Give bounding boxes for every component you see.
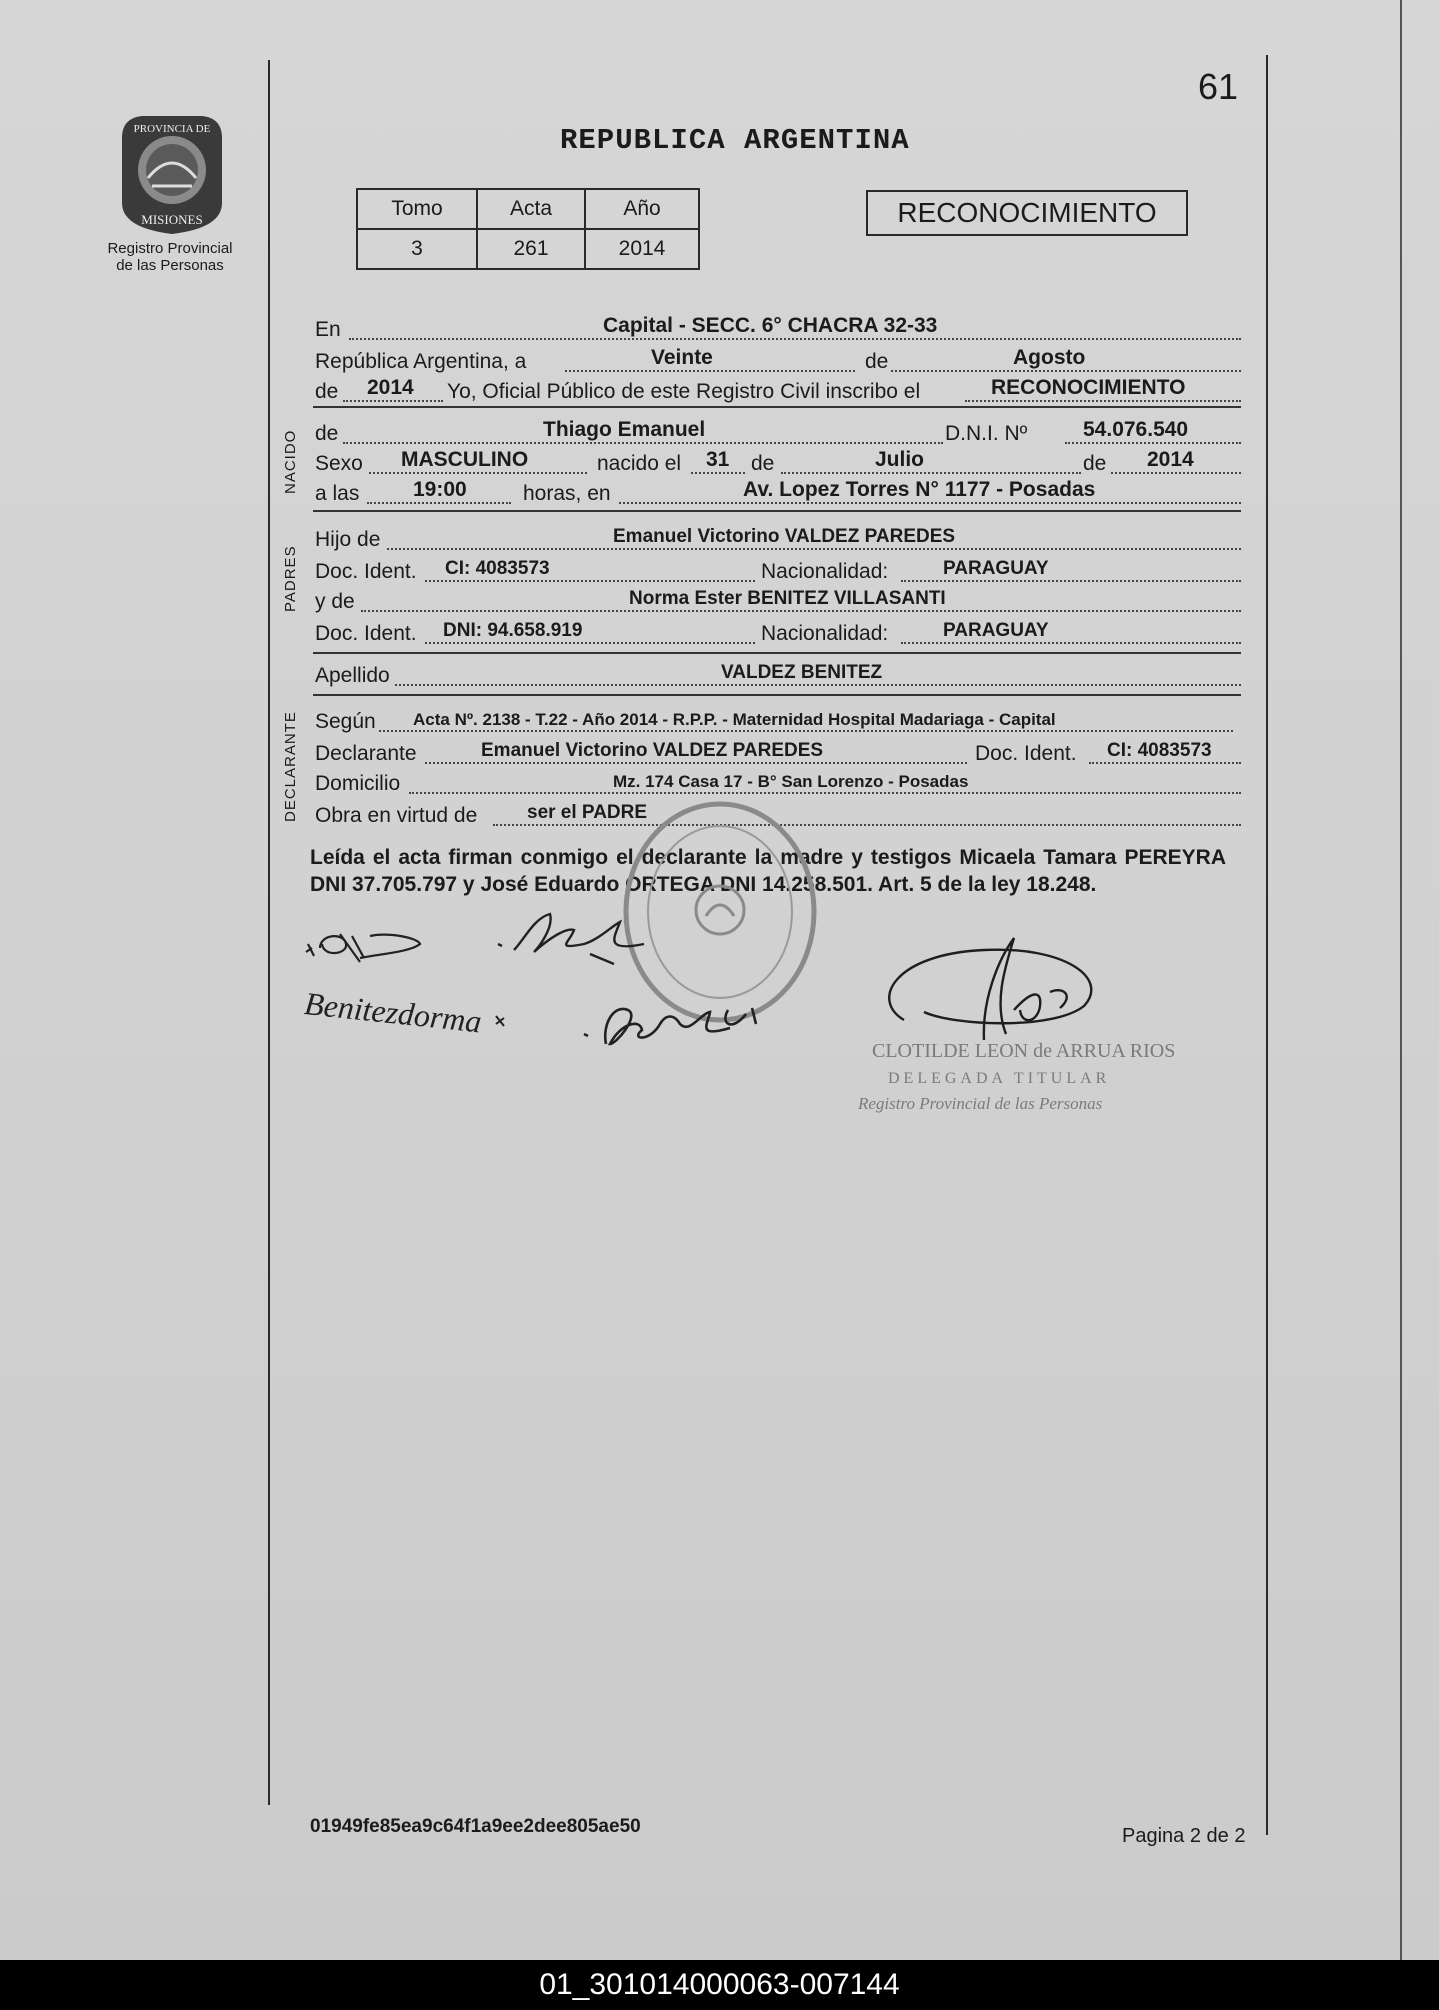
record-header-anio: Año: [585, 189, 699, 229]
field-row-sexo: Sexo MASCULINO nacido el 31 de Julio de 2014: [313, 448, 1241, 478]
record-header-row: [357, 189, 699, 229]
field-row-segun: Según Acta Nº. 2138 - T.22 - Año 2014 - R.P.P. - Maternidad Hospital Madariaga - Capital: [313, 706, 1241, 736]
record-type-box: RECONOCIMIENTO: [866, 190, 1188, 236]
field-padre: Emanuel Victorino VALDEZ PAREDES: [613, 526, 956, 547]
side-label-nacido: NACIDO: [282, 429, 299, 494]
side-label-padres: PADRES: [282, 545, 299, 612]
page-number: 61: [1198, 66, 1239, 107]
field-row-lugar: En Capital - SECC. 6° CHACRA 32-33: [313, 314, 1241, 344]
signature-testigo-1: [494, 904, 664, 974]
section-divider: [313, 652, 1241, 654]
provincial-seal-logo: [112, 108, 232, 238]
field-nac-dia: 31: [706, 448, 730, 471]
record-value-anio: 2014: [585, 229, 699, 269]
field-madre-nacionalidad: PARAGUAY: [943, 620, 1049, 641]
record-header-acta: Acta: [477, 189, 585, 229]
field-row-inscripcion: de 2014 Yo, Oficial Público de este Registro Civil inscribo el RECONOCIMIENTO: [313, 376, 1241, 406]
field-hora: 19:00: [413, 478, 467, 501]
field-segun: Acta Nº. 2138 - T.22 - Año 2014 - R.P.P. - Maternidad Hospital Madariaga - Capital: [413, 710, 1056, 729]
field-row-obra: Obra en virtud de ser el PADRE: [313, 800, 1241, 830]
signature-madre: [300, 984, 510, 1044]
field-lugar: Capital - SECC. 6° CHACRA 32-33: [603, 314, 938, 337]
svg-text:MISIONES: MISIONES: [141, 212, 203, 227]
field-padre-nacionalidad: PARAGUAY: [943, 558, 1049, 579]
page-edge-line: [1400, 0, 1402, 1960]
field-mes: Agosto: [1013, 346, 1086, 369]
field-row-padre-doc: Doc. Ident. CI: 4083573 Nacionalidad: PARAGUAY: [313, 556, 1241, 586]
page-indicator: Pagina 2 de 2: [1122, 1825, 1246, 1847]
field-row-domicilio: Domicilio Mz. 174 Casa 17 - B° San Lorenzo - Posadas: [313, 768, 1241, 798]
official-office: Registro Provincial de las Personas: [858, 1094, 1103, 1113]
record-header-tomo: Tomo: [357, 189, 477, 229]
registry-name: Registro Provincial de las Personas: [107, 240, 233, 274]
section-divider: [313, 510, 1241, 512]
section-divider: [313, 694, 1241, 696]
record-value-tomo: 3: [357, 229, 477, 269]
field-tipo: RECONOCIMIENTO: [991, 376, 1186, 399]
right-margin-line: [1266, 55, 1268, 1835]
side-label-declarante: DECLARANTE: [282, 711, 299, 822]
field-domicilio: Mz. 174 Casa 17 - B° San Lorenzo - Posadas: [613, 772, 969, 791]
field-row-nombre: de Thiago Emanuel D.N.I. Nº 54.076.540: [313, 418, 1241, 448]
field-lugar-nacimiento: Av. Lopez Torres N° 1177 - Posadas: [743, 478, 1096, 501]
record-table: [356, 188, 700, 270]
field-row-apellido: Apellido VALDEZ BENITEZ: [313, 660, 1241, 690]
field-madre: Norma Ester BENITEZ VILLASANTI: [629, 588, 946, 609]
field-anio: 2014: [367, 376, 414, 399]
field-row-fecha: República Argentina, a Veinte de Agosto: [313, 346, 1241, 376]
field-row-hora: a las 19:00 horas, en Av. Lopez Torres N° 1177 - Posadas: [313, 478, 1241, 508]
field-row-madre: y de Norma Ester BENITEZ VILLASANTI: [313, 586, 1241, 616]
field-dia: Veinte: [651, 346, 713, 369]
record-value-row: [357, 229, 699, 269]
field-dni: 54.076.540: [1083, 418, 1189, 441]
signature-declarante: [300, 914, 430, 974]
svg-text:Benitezdorma: Benitezdorma: [302, 985, 484, 1040]
section-divider: [313, 406, 1241, 408]
official-role: DELEGADA TITULAR: [888, 1070, 1111, 1087]
official-name: CLOTILDE LEON de ARRUA RIOS: [872, 1040, 1176, 1062]
field-row-declarante: Declarante Emanuel Victorino VALDEZ PAREDES Doc. Ident. CI: 4083573: [313, 738, 1241, 768]
field-row-madre-doc: Doc. Ident. DNI: 94.658.919 Nacionalidad: PARAGUAY: [313, 618, 1241, 648]
field-declarante: Emanuel Victorino VALDEZ PAREDES: [481, 740, 824, 761]
field-apellido: VALDEZ BENITEZ: [721, 662, 883, 683]
scan-footer-code: 01_301014000063-007144: [0, 1960, 1439, 2010]
record-value-acta: 261: [477, 229, 585, 269]
field-madre-doc: DNI: 94.658.919: [443, 620, 583, 641]
field-nac-mes: Julio: [875, 448, 925, 471]
field-nac-anio: 2014: [1147, 448, 1194, 471]
svg-text:PROVINCIA DE: PROVINCIA DE: [133, 123, 211, 135]
field-nombre: Thiago Emanuel: [543, 418, 706, 441]
field-row-padre: Hijo de Emanuel Victorino VALDEZ PAREDES: [313, 524, 1241, 554]
document-hash: 01949fe85ea9c64f1a9ee2dee805ae50: [310, 1816, 641, 1837]
field-obra: ser el PADRE: [527, 802, 648, 823]
field-padre-doc: CI: 4083573: [445, 558, 550, 579]
field-declarante-doc: CI: 4083573: [1107, 740, 1212, 761]
closing-statement: Leída el acta firman conmigo el declarante la madre y testigos Micaela Tamara PEREYRA DNI 37.705.797 y José Eduardo ORTEGA DNI 14.258.501. Art. 5 de la ley 18.248.: [310, 846, 1226, 896]
signature-testigo-2: [580, 984, 770, 1068]
document-title: REPUBLICA ARGENTINA: [560, 124, 910, 157]
left-margin-line: [268, 60, 270, 1805]
field-sexo: MASCULINO: [401, 448, 529, 471]
